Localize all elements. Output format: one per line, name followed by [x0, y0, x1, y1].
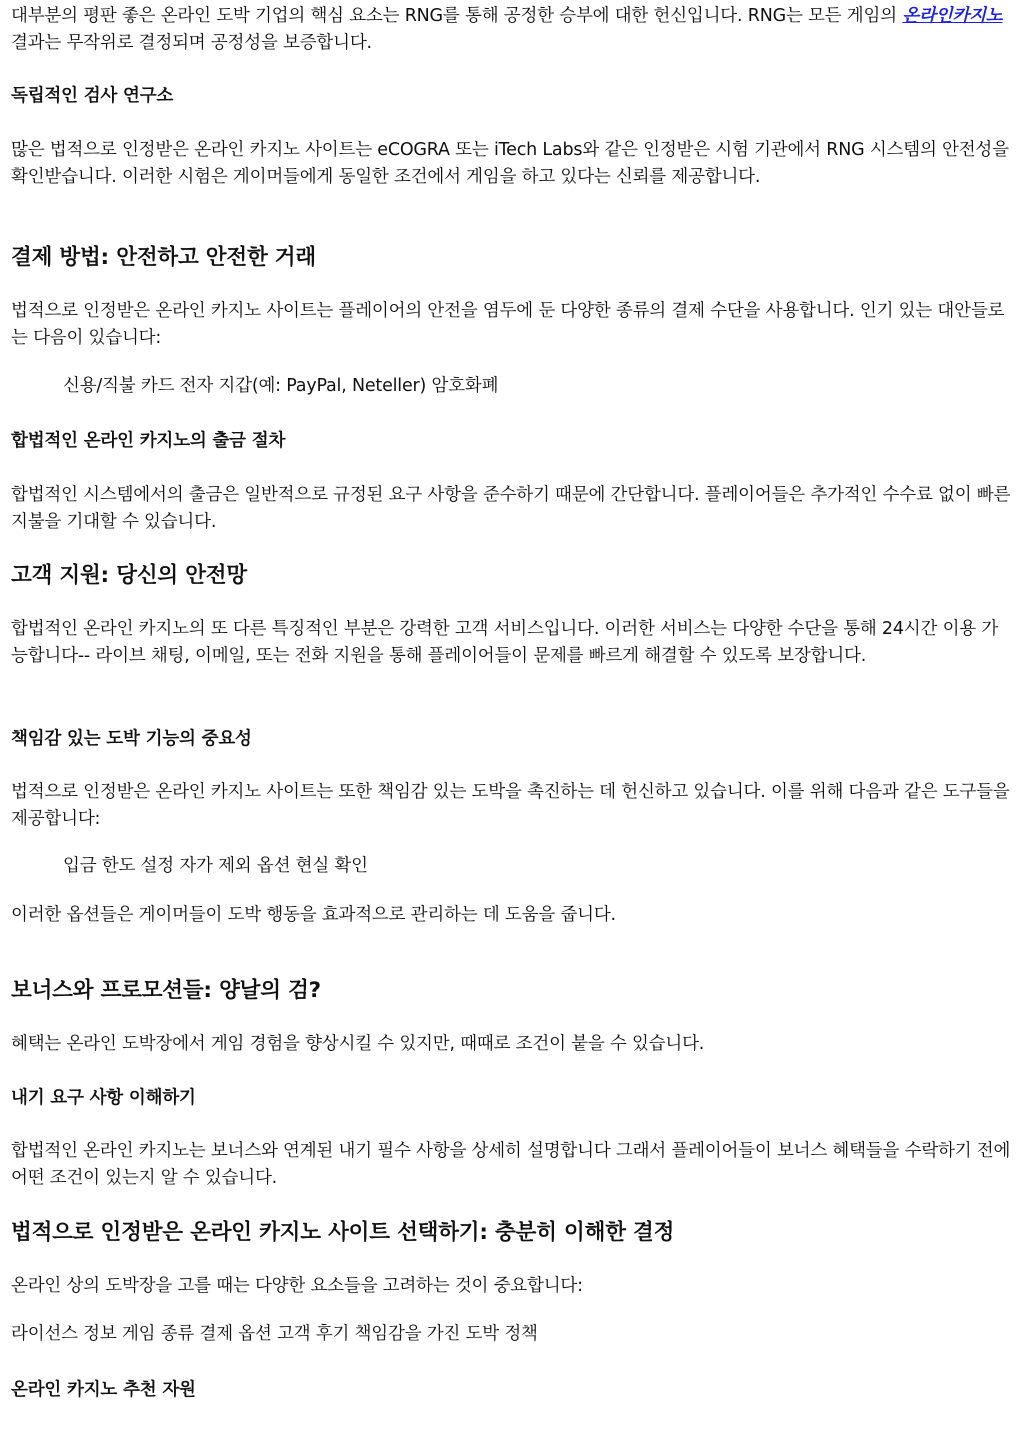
heading-customer-support: 고객 지원: 당신의 안전망	[11, 563, 247, 588]
paragraph-bonuses: 혜택는 온라인 도박장에서 게임 경험을 향상시킬 수 있지만, 때때로 조건이 붙을 수 있습니다.	[11, 1034, 705, 1054]
heading-testing-labs: 독립적인 검사 연구소	[11, 86, 174, 106]
paragraph-choosing-site: 온라인 상의 도박장을 고를 때는 다양한 요소들을 고려하는 것이 중요합니다:	[11, 1276, 583, 1296]
paragraph-customer-support: 합법적인 온라인 카지노의 또 다른 특징적인 부분은 강력한 고객 서비스입니다. 이러한 서비스는 다양한 수단을 통해 24시간 이용 가능합니다-- 라이브 채팅, 이메일, 또는 전화 지원을 통해 플레이어들이 문제를 빠르게 해결할 수 있도록 보장합니다.	[11, 619, 999, 666]
paragraph-withdrawal: 합법적인 시스템에서의 출금은 일반적으로 규정된 요구 사항을 준수하기 때문에 간단합니다. 플레이어들은 추가적인 수수료 없이 빠른 지불을 기대할 수 있습니다.	[11, 485, 1011, 532]
heading-responsible-gambling: 책임감 있는 도박 기능의 중요성	[11, 729, 252, 749]
heading-wagering: 내기 요구 사항 이해하기	[11, 1088, 196, 1108]
intro-text-after: 결과는 무작위로 결정되며 공정성을 보증합니다.	[11, 33, 372, 53]
heading-resources: 온라인 카지노 추천 자원	[11, 1380, 196, 1400]
paragraph-responsible-gambling: 법적으로 인정받은 온라인 카지노 사이트는 또한 책임감 있는 도박을 촉진하는 데 헌신하고 있습니다. 이를 위해 다음과 같은 도구들을 제공합니다:	[11, 782, 1010, 829]
intro-paragraph	[11, 3, 1014, 57]
paragraph-wagering: 합법적인 온라인 카지노는 보너스와 연계된 내기 필수 사항을 상세히 설명합니다 그래서 플레이어들이 보너스 혜택들을 수락하기 전에 어떤 조건이 있는지 알 수 있습니다.	[11, 1141, 1011, 1188]
list-responsible-tools: 입금 한도 설정 자가 제외 옵션 현실 확인	[63, 856, 368, 876]
heading-bonuses: 보너스와 프로모션들: 양날의 검?	[11, 978, 321, 1003]
intro-text-before: 대부분의 평판 좋은 온라인 도박 기업의 핵심 요소는 RNG를 통해 공정한 승부에 대한 헌신입니다. RNG는 모든 게임의	[11, 6, 903, 26]
paragraph-payment-methods: 법적으로 인정받은 온라인 카지노 사이트는 플레이어의 안전을 염두에 둔 다양한 종류의 결제 수단을 사용합니다. 인기 있는 대안들로는 다음이 있습니다:	[11, 301, 1005, 348]
list-payment-methods: 신용/직불 카드 전자 지갑(예: PayPal, Neteller) 암호화폐	[63, 376, 499, 396]
paragraph-testing-labs: 많은 법적으로 인정받은 온라인 카지노 사이트는 eCOGRA 또는 iTech Labs와 같은 인정받은 시험 기관에서 RNG 시스템의 안전성을 확인받습니다. 이러한 시험은 게이머들에게 동일한 조건에서 게임을 하고 있다는 신뢰를 제공합니다.	[11, 140, 1009, 187]
heading-choosing-site: 법적으로 인정받은 온라인 카지노 사이트 선택하기: 충분히 이해한 결정	[11, 1220, 675, 1245]
list-choosing-factors: 라이선스 정보 게임 종류 결제 옵션 고객 후기 책임감을 가진 도박 정책	[11, 1324, 538, 1344]
paragraph-responsible-summary: 이러한 옵션들은 게이머들이 도박 행동을 효과적으로 관리하는 데 도움을 줍니다.	[11, 905, 616, 925]
heading-payment-methods: 결제 방법: 안전하고 안전한 거래	[11, 245, 316, 270]
heading-withdrawal: 합법적인 온라인 카지노의 출금 절차	[11, 431, 286, 451]
online-casino-link[interactable]: 온라인카지노	[902, 6, 1003, 26]
